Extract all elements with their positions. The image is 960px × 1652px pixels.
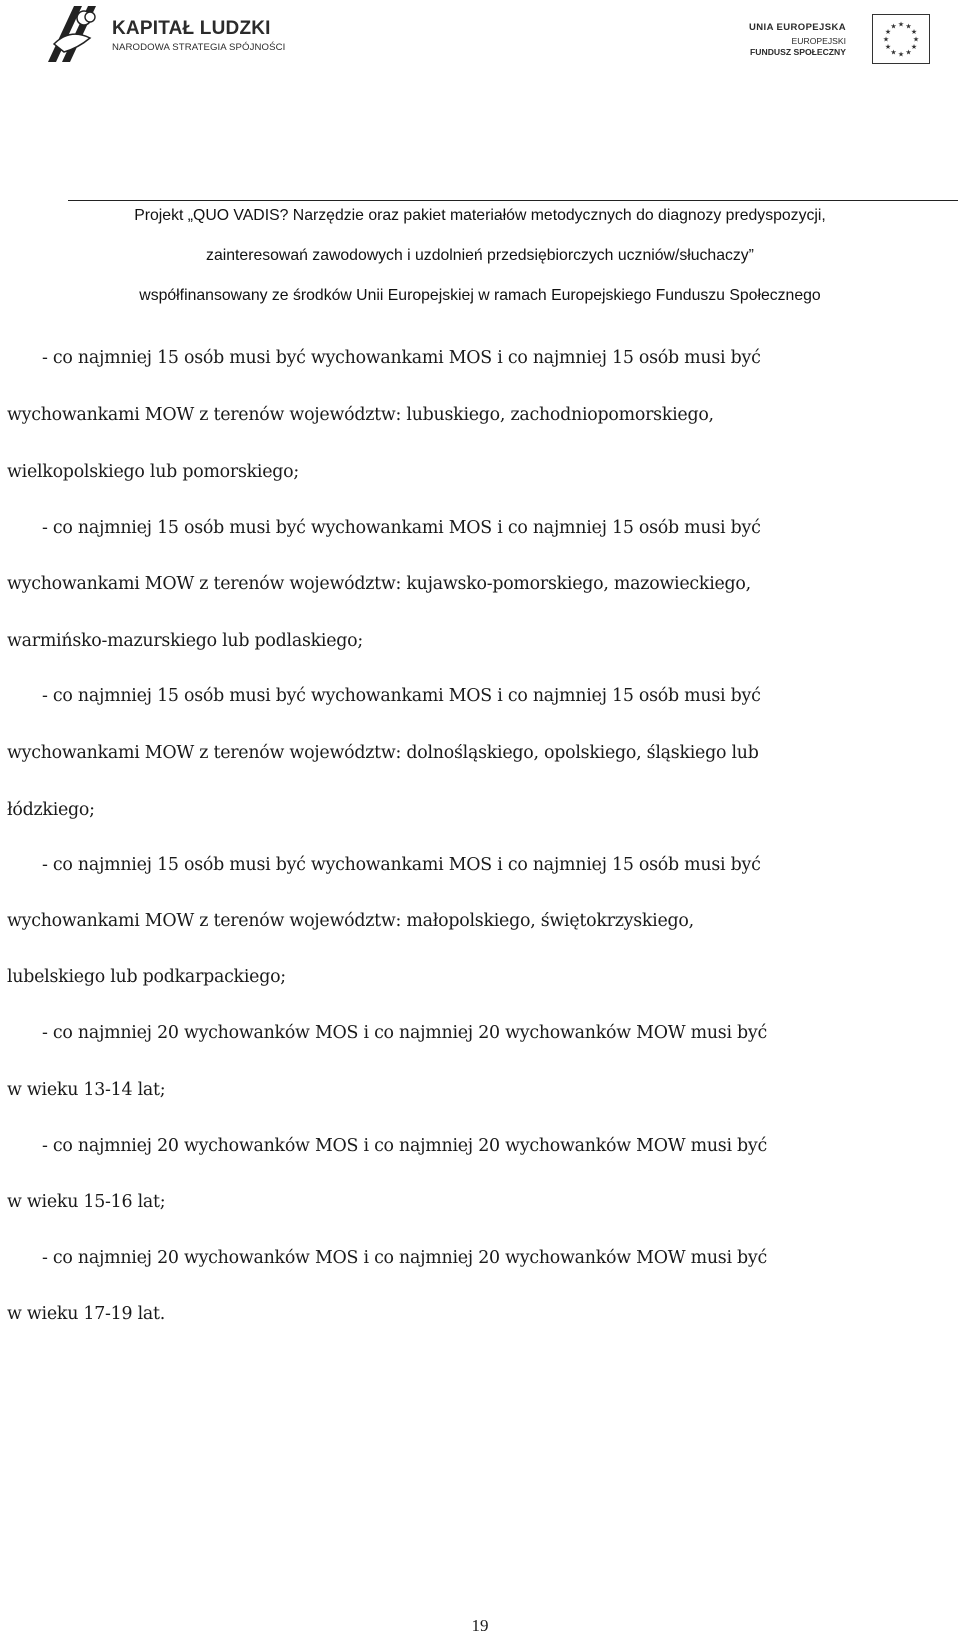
eu-star-icon: ★	[912, 35, 920, 44]
body-line: wielkopolskiego lub pomorskiego;	[7, 462, 299, 482]
body-line: - co najmniej 20 wychowanków MOS i co najmniej 20 wychowanków MOW musi być	[42, 1248, 768, 1268]
eu-star-icon: ★	[905, 22, 912, 31]
project-header-line-1: Projekt „QUO VADIS? Narzędzie oraz pakiet materiałów metodycznych do diagnozy predyspozycji,	[134, 207, 826, 224]
eu-star-icon: ★	[882, 35, 890, 44]
body-line: w wieku 17-19 lat.	[7, 1304, 166, 1324]
logo-title: KAPITAŁ LUDZKI	[112, 18, 271, 39]
body-line: - co najmniej 15 osób musi być wychowankami MOS i co najmniej 15 osób musi być	[42, 348, 761, 368]
eu-star-icon: ★	[910, 43, 918, 51]
eu-logo-line1: UNIA EUROPEJSKA	[749, 22, 846, 33]
eu-star-icon: ★	[897, 50, 905, 59]
eu-logo-line2: EUROPEJSKI	[791, 36, 846, 46]
kapital-ludzki-logo	[44, 4, 294, 66]
eu-star-icon: ★	[884, 43, 892, 51]
body-line: w wieku 15-16 lat;	[7, 1192, 166, 1212]
project-header-line-3: współfinansowany ze środków Unii Europejskiej w ramach Europejskiego Funduszu Społecznego	[139, 287, 821, 304]
body-line: w wieku 13-14 lat;	[7, 1080, 166, 1100]
eu-star-icon: ★	[884, 28, 892, 36]
body-line: - co najmniej 15 osób musi być wychowankami MOS i co najmniej 15 osób musi być	[42, 686, 761, 706]
eu-star-icon: ★	[910, 28, 918, 36]
body-line: łódzkiego;	[7, 800, 95, 820]
body-line: warmińsko-mazurskiego lub podlaskiego;	[7, 631, 363, 651]
eu-star-icon: ★	[905, 48, 912, 57]
body-line: wychowankami MOW z terenów województw: dolnośląskiego, opolskiego, śląskiego lub	[7, 743, 759, 763]
eu-star-icon: ★	[890, 22, 897, 31]
body-line: wychowankami MOW z terenów województw: kujawsko-pomorskiego, mazowieckiego,	[7, 574, 751, 594]
kapital-ludzki-emblem-icon	[44, 4, 106, 66]
project-header-line-2: zainteresowań zawodowych i uzdolnień przedsiębiorczych uczniów/słuchaczy”	[206, 247, 754, 264]
body-line: - co najmniej 20 wychowanków MOS i co najmniej 20 wychowanków MOW musi być	[42, 1023, 768, 1043]
page-number: 19	[471, 1616, 489, 1635]
body-line: lubelskiego lub podkarpackiego;	[7, 967, 286, 987]
body-line: - co najmniej 20 wychowanków MOS i co najmniej 20 wychowanków MOW musi być	[42, 1136, 768, 1156]
body-line: - co najmniej 15 osób musi być wychowankami MOS i co najmniej 15 osób musi być	[42, 518, 761, 538]
header-divider	[68, 200, 958, 201]
eu-star-icon: ★	[897, 20, 905, 29]
body-line: wychowankami MOW z terenów województw: małopolskiego, świętokrzyskiego,	[7, 911, 694, 931]
body-line: wychowankami MOW z terenów województw: lubuskiego, zachodniopomorskiego,	[7, 405, 714, 425]
eu-logo-line3: FUNDUSZ SPOŁECZNY	[750, 47, 846, 57]
eu-logo	[740, 14, 930, 70]
body-line: - co najmniej 15 osób musi być wychowankami MOS i co najmniej 15 osób musi być	[42, 855, 761, 875]
logo-subtitle: NARODOWA STRATEGIA SPÓJNOŚCI	[112, 42, 286, 53]
eu-star-icon: ★	[890, 48, 897, 57]
eu-flag-icon	[872, 14, 930, 64]
